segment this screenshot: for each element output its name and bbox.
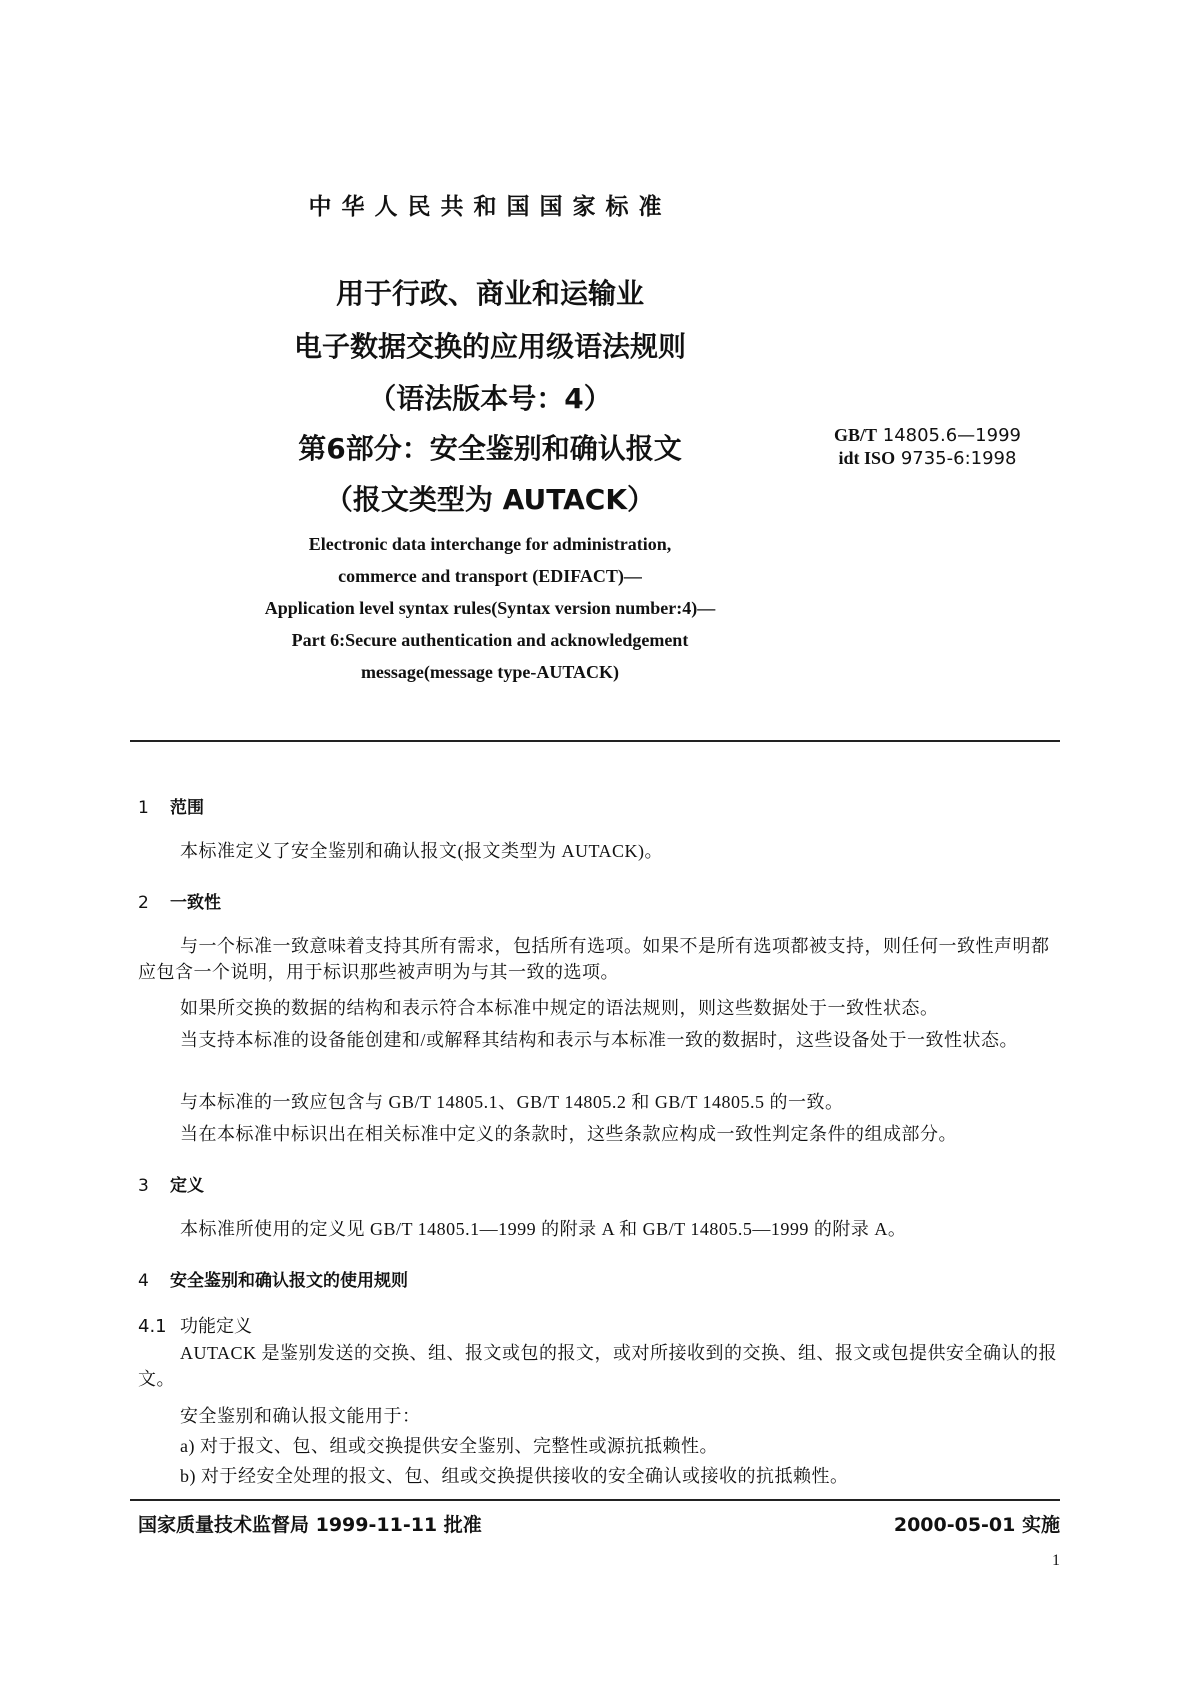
chinese-title-line-1: 用于行政、商业和运输业 — [335, 277, 644, 310]
section-number: 4 — [138, 1271, 149, 1291]
chinese-title-line-3: （语法版本号：4） — [368, 382, 612, 415]
section-2-paragraph-2: 如果所交换的数据的结构和表示符合本标准中规定的语法规则，则这些数据处于一致性状态。 — [180, 998, 939, 1018]
english-title-line-4: Part 6:Secure authentication and acknowledgement — [291, 630, 689, 650]
iso-code-line — [805, 447, 1050, 470]
section-1-heading — [138, 793, 204, 818]
section-2-paragraph-1: 与一个标准一致意味着支持其所有需求，包括所有选项。如果不是所有选项都被支持，则任何一致性声明都应包含一个说明，用于标识那些被声明为与其一致的选项。 — [138, 936, 1050, 982]
section-title: 范围 — [170, 798, 204, 818]
english-title-line-2: commerce and transport (EDIFACT)— — [338, 566, 642, 586]
section-number: 2 — [138, 893, 149, 913]
section-title: 一致性 — [170, 893, 221, 913]
effective-date: 2000-05-01 实施 — [893, 1514, 1060, 1536]
section-2-paragraph-5: 当在本标准中标识出在相关标准中定义的条款时，这些条款应构成一致性判定条件的组成部分。 — [180, 1124, 957, 1144]
english-title-line-1: Electronic data interchange for administration, — [308, 534, 672, 554]
approval-date: 国家质量技术监督局 1999-11-11 批准 — [138, 1514, 482, 1536]
section-4-heading — [138, 1266, 408, 1291]
section-2-paragraph-3: 当支持本标准的设备能创建和/或解释其结构和表示与本标准一致的数据时，这些设备处于一致性状态。 — [180, 1030, 1018, 1050]
gb-code-line — [805, 424, 1050, 447]
chinese-title-line-2: 电子数据交换的应用级语法规则 — [293, 330, 686, 363]
list-item-a: a) 对于报文、包、组或交换提供安全鉴别、完整性或源抗抵赖性。 — [180, 1436, 718, 1456]
gb-prefix: GB/T — [834, 425, 878, 445]
section-2-heading — [138, 888, 221, 913]
section-3-heading — [138, 1171, 204, 1196]
subsection-number: 4.1 — [138, 1316, 167, 1337]
list-item-b: b) 对于经安全处理的报文、包、组或交换提供接收的安全确认或接收的抗抵赖性。 — [180, 1466, 849, 1486]
gb-number: 14805.6—1999 — [882, 425, 1021, 446]
standard-code — [805, 424, 1050, 470]
section-1-paragraph: 本标准定义了安全鉴别和确认报文(报文类型为 AUTACK)。 — [180, 841, 664, 861]
chinese-title-line-4: 第6部分：安全鉴别和确认报文 — [298, 432, 682, 465]
national-standard-header: 中华人民共和国国家标准 — [308, 194, 672, 220]
page-number: 1 — [1052, 1552, 1060, 1569]
bottom-divider — [130, 1499, 1060, 1501]
subsection-4-1-heading — [138, 1312, 252, 1338]
section-title: 安全鉴别和确认报文的使用规则 — [170, 1271, 408, 1291]
chinese-title-line-5: （报文类型为 AUTACK） — [324, 483, 656, 516]
section-title: 定义 — [170, 1176, 204, 1196]
iso-number: 9735-6:1998 — [900, 448, 1017, 469]
english-title-line-5: message(message type-AUTACK) — [360, 662, 620, 682]
section-2-paragraph-4: 与本标准的一致应包含与 GB/T 14805.1、GB/T 14805.2 和 GB/T 14805.5 的一致。 — [180, 1092, 844, 1112]
section-number: 1 — [138, 798, 149, 818]
subsection-4-1-paragraph-2: 安全鉴别和确认报文能用于： — [180, 1406, 421, 1426]
idt-prefix: idt ISO — [838, 448, 896, 468]
subsection-title: 功能定义 — [180, 1316, 252, 1337]
section-3-paragraph: 本标准所使用的定义见 GB/T 14805.1—1999 的附录 A 和 GB/T 14805.5—1999 的附录 A。 — [180, 1219, 907, 1239]
section-number: 3 — [138, 1176, 149, 1196]
english-title-line-3: Application level syntax rules(Syntax version number:4)— — [264, 598, 716, 618]
top-divider — [130, 740, 1060, 742]
subsection-4-1-paragraph-1: AUTACK 是鉴别发送的交换、组、报文或包的报文，或对所接收到的交换、组、报文或包提供安全确认的报文。 — [138, 1343, 1058, 1389]
